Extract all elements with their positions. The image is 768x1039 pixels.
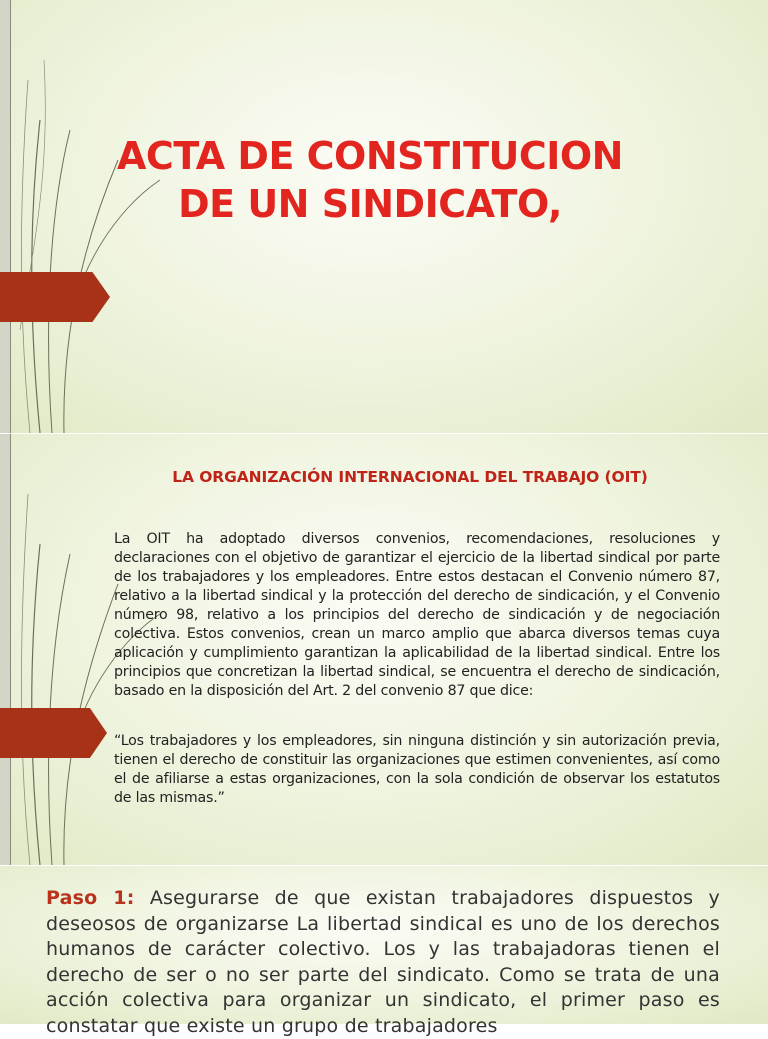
quote-paragraph: “Los trabajadores y los empleadores, sin ninguna distinción y sin autorización previa, tienen el derecho de constituir las organizaciones que estimen convenientes, así como el de afiliarse a estas organizaciones, con la sola condición de observar los estatutos de las mismas.” <box>114 733 720 806</box>
step-label: Paso 1: <box>46 887 135 909</box>
slide-oit <box>0 434 768 865</box>
section-heading: LA ORGANIZACIÓN INTERNACIONAL DEL TRABAJO (OIT) <box>172 468 648 486</box>
slide-left-bar <box>0 434 11 865</box>
decorative-leaves-icon <box>0 434 130 865</box>
arrow-tab-icon <box>0 272 110 322</box>
step-text: Asegurarse de que existan trabajadores dispuestos y deseosos de organizarse La libertad sindical es uno de los derechos humanos de carácter colectivo. Los y las trabajadoras tienen el derecho de ser o no ser parte del sindicato. Como se trata de una acción colectiva para organizar un sindicato, el primer paso es constatar que existe un grupo de trabajadores <box>46 887 720 1037</box>
arrow-tab-icon <box>0 708 107 758</box>
slide-left-bar <box>0 0 11 433</box>
page-title <box>100 132 640 228</box>
body-paragraph: La OIT ha adoptado diversos convenios, recomendaciones, resoluciones y declaraciones con el objetivo de garantizar el ejercicio de la libertad sindical por parte de los trabajadores y los empleadores. Entre estos destacan el Convenio número 87, relativo a la libertad sindical y la protección del derecho de sindicación, y el Convenio número 98, relativo a los principios del derecho de sindicación y de negociación colectiva. Estos convenios, crean un marco amplio que abarca diversos temas cuya aplicación y cumplimiento garantizan la aplicabilidad de la libertad sindical. Entre los principios que concretizan la libertad sindical, se encuentra el derecho de sindicación, basado en la disposición del Art. 2 del convenio 87 que dice: <box>114 531 720 699</box>
title-line-1: ACTA DE CONSTITUCION <box>117 134 623 178</box>
title-line-2: DE UN SINDICATO, <box>178 182 562 226</box>
slide-paso-1 <box>0 866 768 1037</box>
step-paragraph <box>46 886 720 1039</box>
slide-title <box>0 0 768 433</box>
